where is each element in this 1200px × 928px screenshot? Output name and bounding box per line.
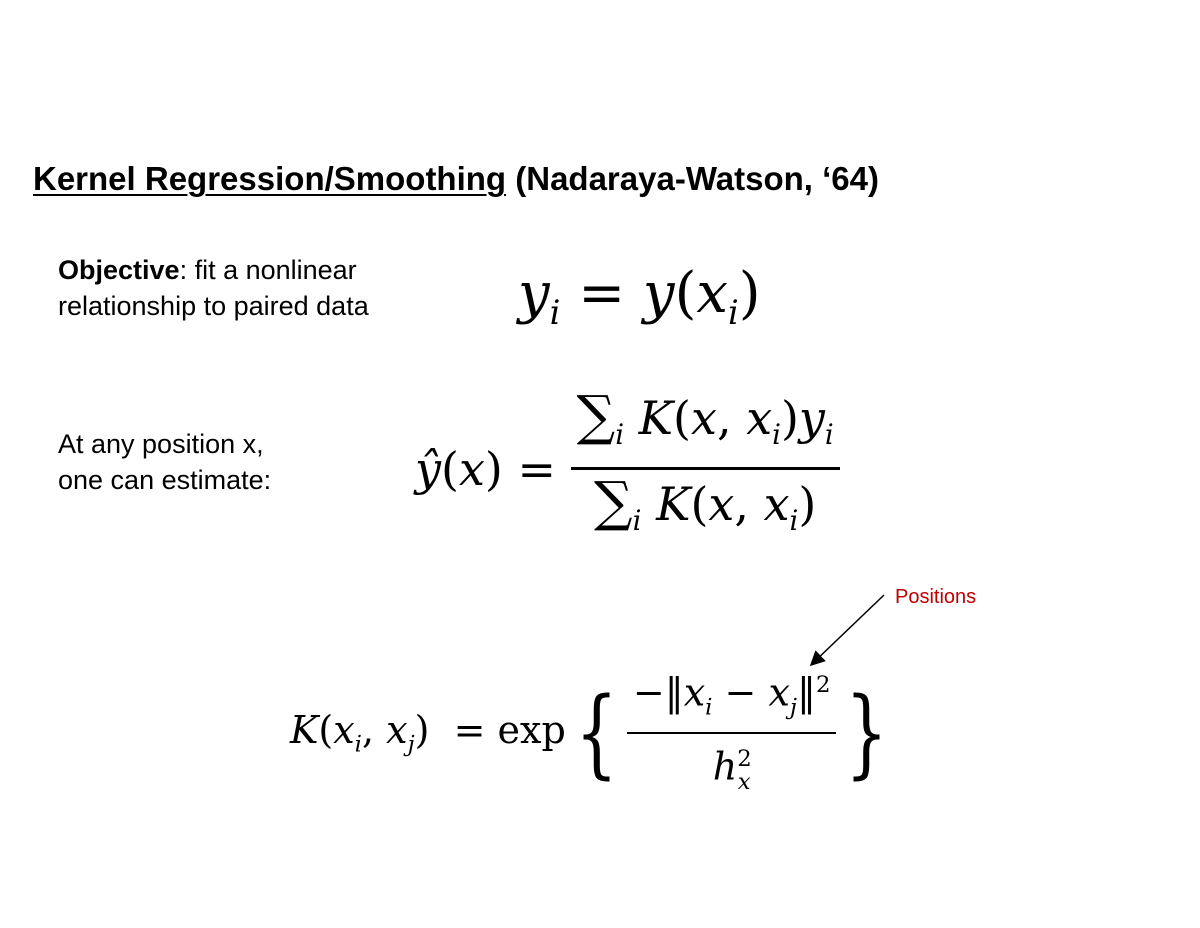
estimate-line1: At any position x, — [58, 429, 264, 459]
positions-annotation: Positions — [895, 586, 977, 608]
equation-kernel: $K(x_i$, $x_j) = \exp${ $\frac{-‖x_i - x_j‖^2}{h^2_x}$ } — [290, 670, 889, 795]
objective-label: Objective — [58, 255, 180, 285]
title-citation: (Nadaraya-Watson, ‘64) — [515, 160, 879, 197]
equation-estimator: ŷ(x) = $\frac{\sum_i K(x, x_i)y_i}{\sum_i K(x, x_i)}$ — [415, 384, 840, 553]
estimate-line2: one can estimate: — [58, 465, 272, 495]
objective-line1: : fit a nonlinear — [179, 255, 357, 285]
title-main: Kernel Regression/Smoothing — [33, 160, 507, 197]
equation-pairing: $y_i = y(x_i)$ — [518, 261, 761, 333]
objective-line2: relationship to paired data — [58, 291, 369, 321]
